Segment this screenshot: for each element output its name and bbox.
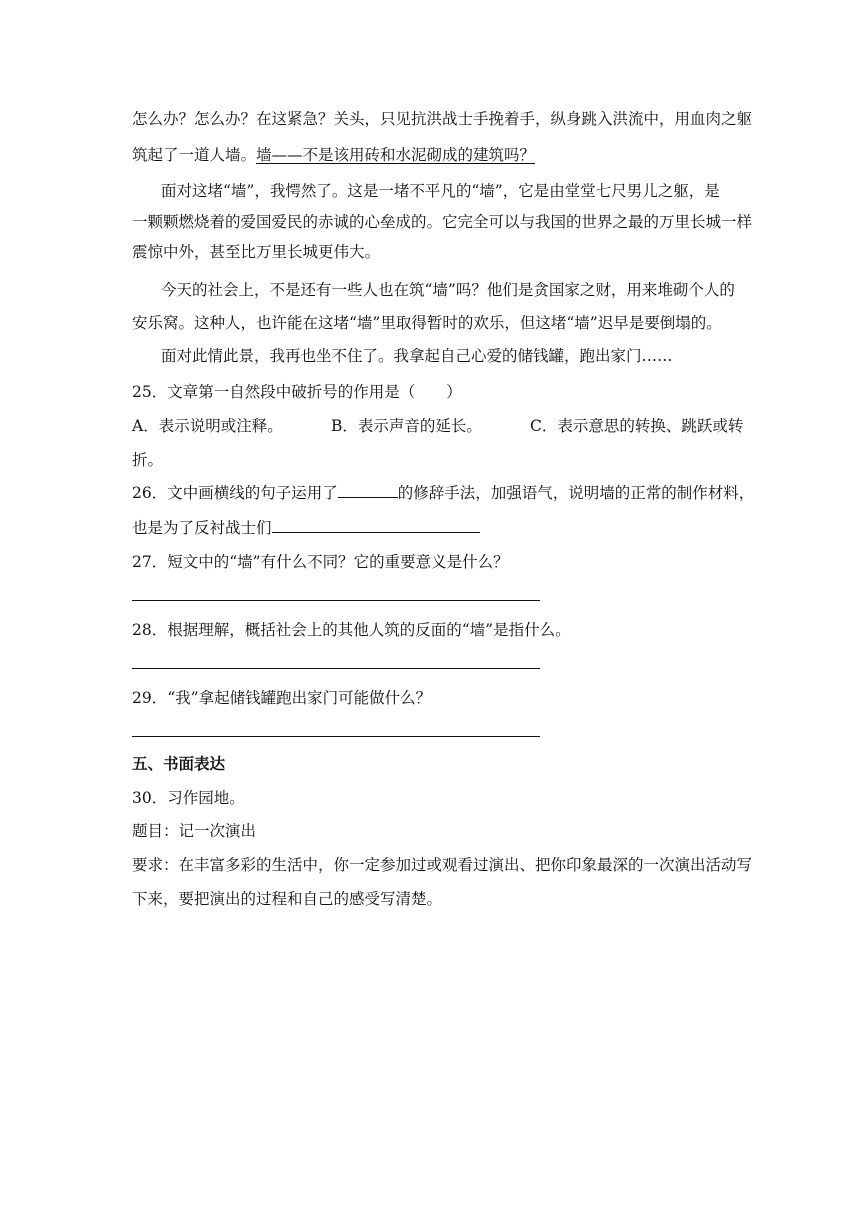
answer-line-28[interactable] <box>132 668 540 669</box>
passage-p3-line1: 今天的社会上，不是还有一些人也在筑“墙”吗？他们是贪国家之财，用来堆砌个人的 <box>161 281 735 299</box>
question-29: 29．“我”拿起储钱罐跑出家门可能做什么？ <box>132 689 432 707</box>
question-26-text1: 26．文中画横线的句子运用了 <box>132 484 338 502</box>
question-30: 30．习作园地。 <box>132 789 245 807</box>
passage-p1-line2 <box>132 145 535 165</box>
question-25: 25．文章第一自然段中破折号的作用是（ ） <box>132 383 462 401</box>
question-27: 27．短文中的“墙”有什么不同？它的重要意义是什么？ <box>132 553 509 571</box>
option-b: B．表示声音的延长。 <box>331 417 482 435</box>
answer-line-27[interactable] <box>132 600 540 601</box>
fill-blank-contrast[interactable] <box>272 518 480 533</box>
question-26-text3: 也是为了反衬战士们 <box>132 519 272 537</box>
essay-title: 题目：记一次演出 <box>132 822 257 840</box>
option-c-continued: 折。 <box>132 451 164 469</box>
underlined-sentence: 墙——不是该用砖和水泥砌成的建筑吗？ <box>256 146 536 164</box>
section-5-heading: 五、书面表达 <box>132 754 226 773</box>
question-28: 28．根据理解，概括社会上的其他人筑的反面的“墙”是指什么。 <box>132 621 571 639</box>
passage-p4-line1: 面对此情此景，我再也坐不住了。我拿起自己心爱的储钱罐，跑出家门…… <box>161 347 673 365</box>
option-c: C．表示意思的转换、跳跃或转 <box>530 417 744 435</box>
question-26-line2 <box>132 518 480 538</box>
passage-p2-line2: 一颗颗燃烧着的爱国爱民的赤诚的心垒成的。它完全可以与我国的世界之最的万里长城一样 <box>132 213 753 231</box>
question-26-text2: 的修辞手法，加强语气，说明墙的正常的制作材料， <box>397 484 755 502</box>
passage-p1-line1: 怎么办？怎么办？在这紧急？关头，只见抗洪战士手挽着手，纵身跳入洪流中，用血肉之躯 <box>132 110 753 128</box>
essay-requirement-line1: 要求：在丰富多彩的生活中，你一定参加过或观看过演出、把你印象最深的一次演出活动写 <box>132 856 753 874</box>
passage-p2-line3: 震惊中外，甚至比万里长城更伟大。 <box>132 243 381 261</box>
passage-p3-line2: 安乐窝。这种人，也许能在这堵“墙”里取得暂时的欢乐，但这堵“墙”迟早是要倒塌的。 <box>132 314 722 332</box>
answer-line-29[interactable] <box>132 736 540 737</box>
essay-requirement-line2: 下来，要把演出的过程和自己的感受写清楚。 <box>132 890 443 908</box>
passage-p1-line2-text: 筑起了一道人墙。 <box>132 146 257 164</box>
question-26 <box>132 483 754 503</box>
fill-blank-rhetoric[interactable] <box>338 483 398 498</box>
option-a: A．表示说明或注释。 <box>132 417 283 435</box>
passage-p2-line1: 面对这堵“墙”，我愕然了。这是一堵不平凡的“墙”，它是由堂堂七尺男儿之躯，是 <box>161 182 720 200</box>
